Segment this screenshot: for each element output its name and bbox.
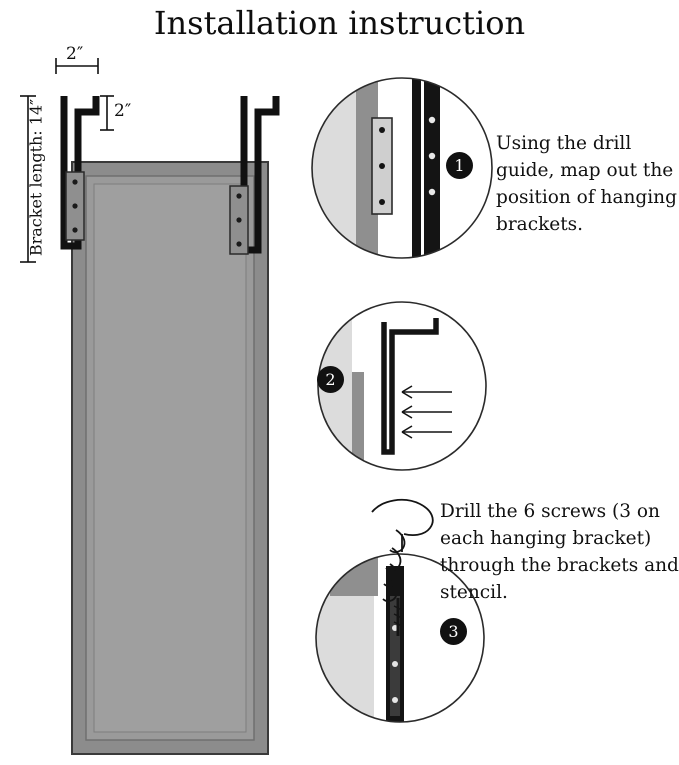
hook-depth-dimension — [100, 96, 114, 130]
bracket-width-label: 2″ — [66, 44, 84, 64]
step-1-badge: 1 — [446, 152, 473, 179]
bracket-length-label: Bracket length: 14″ — [26, 98, 46, 257]
page-title: Installation instruction — [153, 4, 526, 42]
hook-depth-label: 2″ — [114, 101, 132, 121]
callout-2 — [318, 302, 486, 470]
step-1-text: Using the drill guide, map out the position of hanging brackets. — [496, 133, 677, 235]
step-3-badge: 3 — [440, 618, 467, 645]
step-3-text: Drill the 6 screws (3 on each hanging bracket) through the brackets and stencil. — [440, 501, 679, 603]
step-2-badge: 2 — [317, 366, 344, 393]
